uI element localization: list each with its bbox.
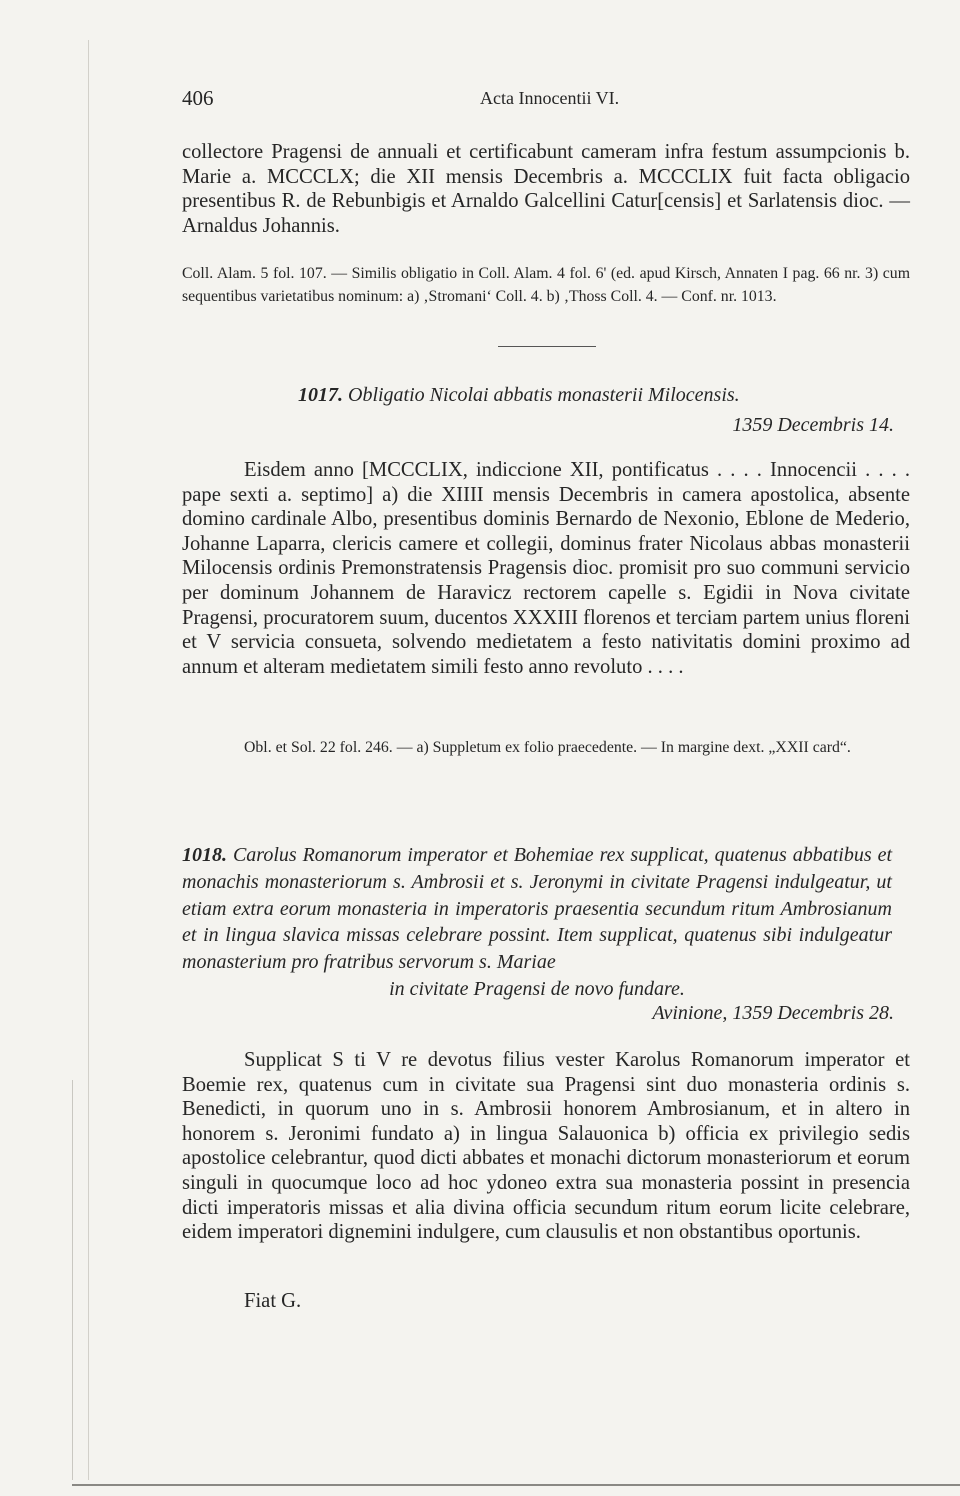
entry-1018-number: 1018. xyxy=(182,844,227,866)
entry-1018-title: Carolus Romanorum imperator et Bohemiae rex supplicat, quatenus abbatibus et monachis monasteriorum s. Ambrosii et s. Jeronymi in civitate Pragensi indulgeatur, ut etiam extra eorum monasteria in imperatoris praesentia secundum ritum Ambrosianum et in lingua slavica missas celebrare possint. Item supplicat, quatenus sibi indulgeatur monasterium pro fratribus servorum s. Mariae xyxy=(182,844,893,974)
continuation-footnote: Coll. Alam. 5 fol. 107. — Similis obligatio in Coll. Alam. 4 fol. 6' (ed. apud Kirsch, Annaten I pag. 66 nr. 3) cum sequentibus varietatibus nominum: a) ‚Stromani‘ Coll. 4. b) ‚Thoss Coll. 4. — Conf. nr. 1013. xyxy=(182,265,910,305)
entry-1018-title-last-line: in civitate Pragensi de novo fundare. xyxy=(389,977,685,1000)
entry-1018-fiat: Fiat G. xyxy=(244,1290,302,1312)
page-edge-inner xyxy=(72,1080,73,1480)
continuation-paragraph: collectore Pragensi de annuali et certificabunt cameram infra festum assumpcionis b. Marie a. MCCCLX; die XII mensis Decembris a. MCCCLIX fuit facta obligacio presentibus R. de Rebunbigis et Arnaldo Galcellini Catur[censis] et Sarlatensis dioc. — Arnaldus Johannis. xyxy=(182,141,910,237)
entry-1017-text: Eisdem anno [MCCCLIX, indiccione XII, pontificatus . . . . Innocencii . . . . pape sexti a. septimo] a) die XIIII mensis Decembris in camera apostolica, absente domino cardinale Albo, presentibus dominis Bernardo de Nexonio, Eblone de Mederio, Johanne Laparra, clericis camere et collegii, dominus frater Nicolaus abbas monasterii Milocensis ordinis Premonstratensis Pragensis dioc. promisit pro suo communi servicio per dominum Johannem de Haravicz rectorem capelle s. Egidii in Nova civitate Pragensi, procuratorem suum, ducentos XXXIII florenos et terciam partem unius floreni et V servicia consueta, solvendo medietatem a festo nativitatis domini proximo ad annum et alteram medietatem simili festo anno revoluto . . . . xyxy=(182,459,910,678)
entry-1017-heading xyxy=(298,382,740,408)
entry-1017-date: 1359 Decembris 14. xyxy=(732,414,894,436)
running-title: Acta Innocentii VI. xyxy=(480,88,620,108)
entry-1017-title: Obligatio Nicolai abbatis monasterii Milocensis. xyxy=(348,384,740,406)
page-edge-bottom xyxy=(72,1484,960,1486)
entry-1018-date: Avinione, 1359 Decembris 28. xyxy=(652,1002,894,1024)
section-divider xyxy=(498,346,596,347)
page-number: 406 xyxy=(182,86,214,110)
entry-1018-heading xyxy=(182,842,892,1003)
entry-1017-number: 1017. xyxy=(298,384,343,406)
entry-1018-text: Supplicat S ti V re devotus filius vester Karolus Romanorum imperator et Boemie rex, quatenus cum in civitate sua Pragensi sint duo monasteria ordinis s. Benedicti, in quorum uno in s. Ambrosii honorem Ambrosianum, et in altero in honorem s. Jeronimi fundato a) in lingua Salauonica b) officia ex privilegio sedis apostolice celebrantur, quod dicti abbates et monachi dictorum monasteriorum et eorum singuli in quocumque loco ad hoc ydoneo extra sua monasteria possint in presencia dicti imperatoris missas et alia divina officia secundum ritum eorum licite celebrare, eidem imperatori dignemini indulgere, cum clausulis et non obstantibus oportunis. xyxy=(182,1049,910,1244)
entry-1017-footnote: Obl. et Sol. 22 fol. 246. — a) Suppletum ex folio praecedente. — In margine dext. „XXII card“. xyxy=(244,739,851,756)
page-edge-left xyxy=(88,40,89,1480)
